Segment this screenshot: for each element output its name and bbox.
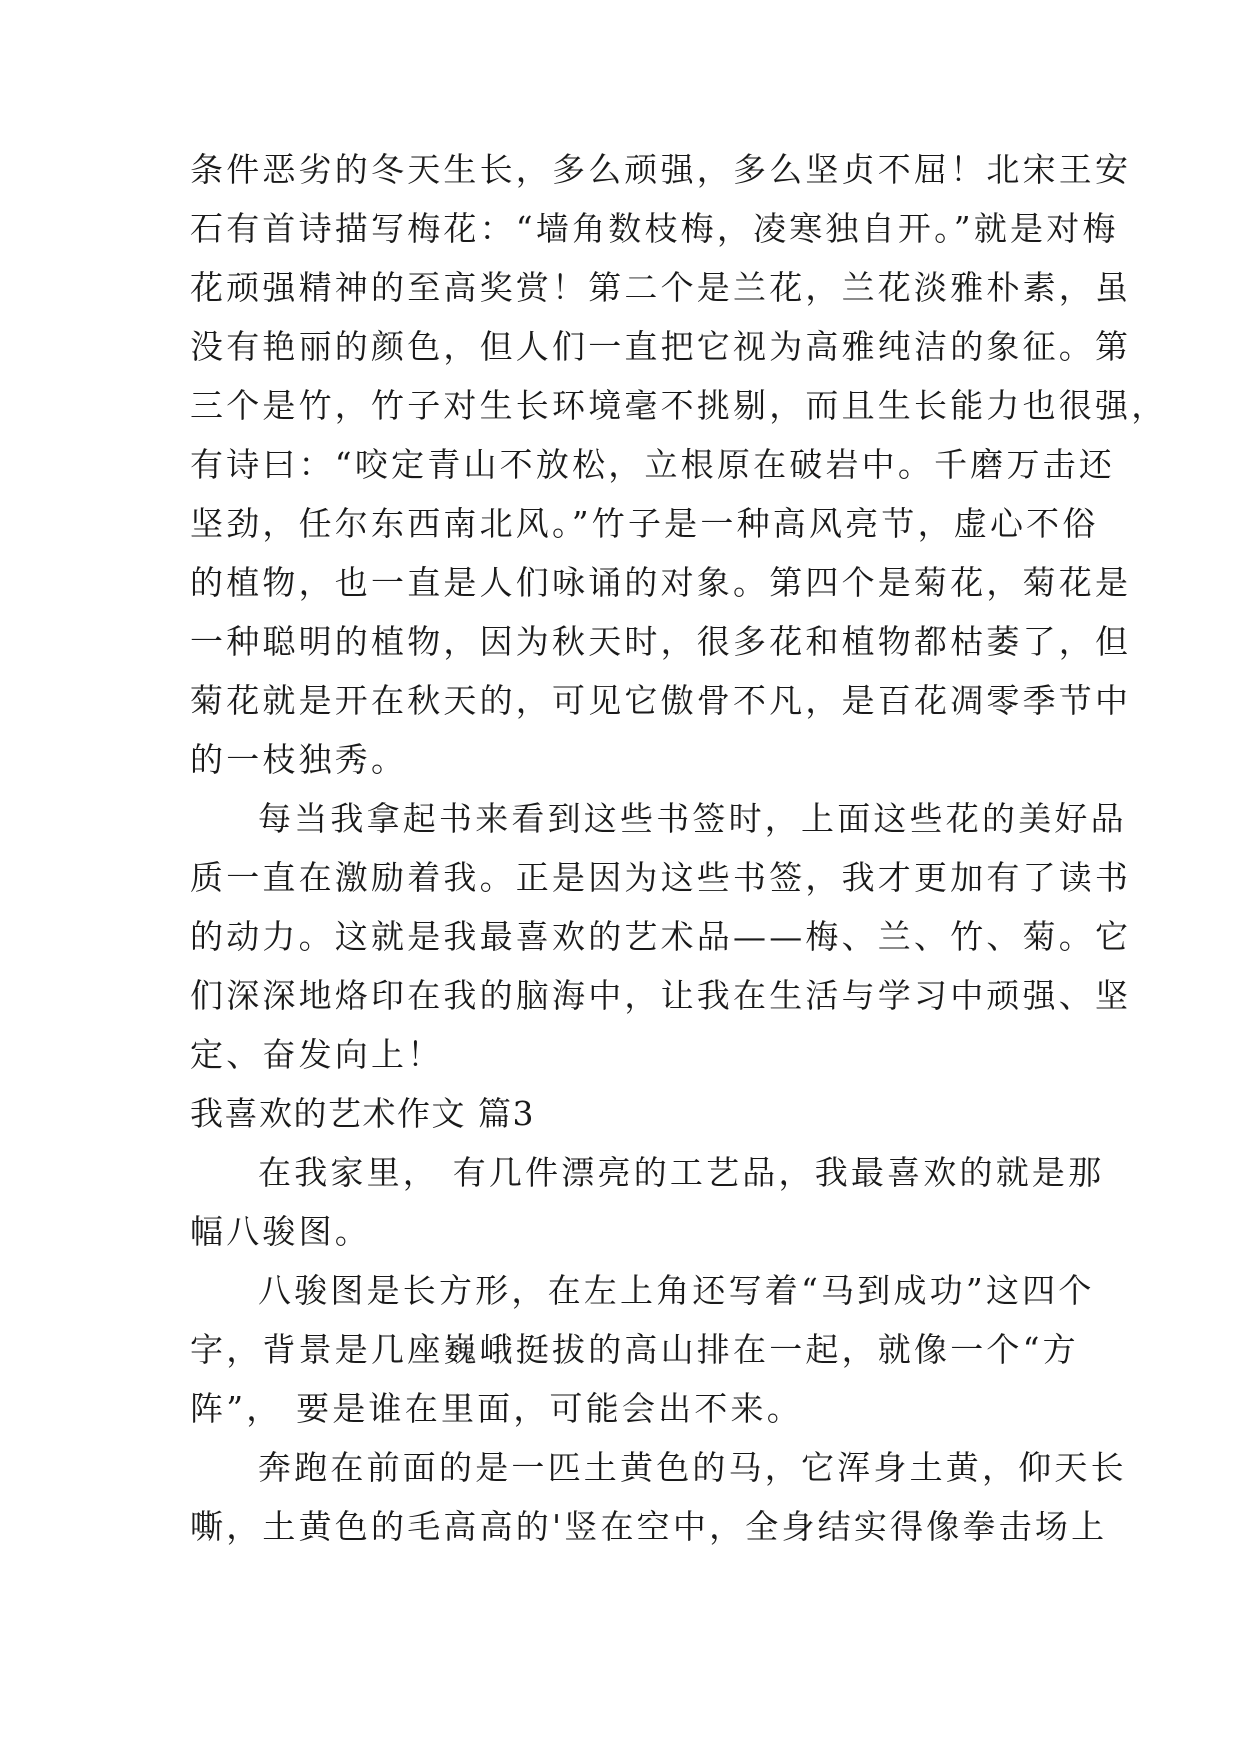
text-line: 质一直在激励着我。正是因为这些书签，我才更加有了读书	[190, 858, 1132, 897]
text-line: 的植物，也一直是人们咏诵的对象。第四个是菊花，菊花是	[190, 563, 1132, 602]
paragraph-start-line: 在我家里， 有几件漂亮的工艺品，我最喜欢的就是那	[258, 1153, 1105, 1192]
text-line: 阵”， 要是谁在里面，可能会出不来。	[190, 1389, 803, 1428]
paragraph-start-line: 奔跑在前面的是一匹土黄色的马，它浑身土黄，仰天长	[258, 1448, 1127, 1487]
text-line: 坚劲，任尔东西南北风。”竹子是一种高风亮节，虚心不俗	[190, 504, 1099, 543]
text-line: 字，背景是几座巍峨挺拔的高山排在一起，就像一个“方	[190, 1330, 1079, 1369]
text-line: 没有艳丽的颜色，但人们一直把它视为高雅纯洁的象征。第	[190, 327, 1132, 366]
paragraph-start-line: 每当我拿起书来看到这些书签时，上面这些花的美好品	[258, 799, 1127, 838]
text-line: 三个是竹，竹子对生长环境毫不挑剔，而且生长能力也很强，	[190, 386, 1168, 425]
text-line: 的一枝独秀。	[190, 740, 408, 779]
text-line: 花顽强精神的至高奖赏！第二个是兰花，兰花淡雅朴素，虽	[190, 268, 1132, 307]
paragraph-start-line: 八骏图是长方形，在左上角还写着“马到成功”这四个	[258, 1271, 1095, 1310]
text-line: 的动力。这就是我最喜欢的艺术品——梅、兰、竹、菊。它	[190, 917, 1132, 956]
text-line: 一种聪明的植物，因为秋天时，很多花和植物都枯萎了，但	[190, 622, 1132, 661]
text-line: 石有首诗描写梅花：“墙角数枝梅，凌寒独自开。”就是对梅	[190, 209, 1119, 248]
text-line: 们深深地烙印在我的脑海中，让我在生活与学习中顽强、坚	[190, 976, 1132, 1015]
text-line: 条件恶劣的冬天生长，多么顽强，多么坚贞不屈！北宋王安	[190, 150, 1132, 189]
text-line: 幅八骏图。	[190, 1212, 371, 1251]
section-heading: 我喜欢的艺术作文 篇3	[190, 1094, 535, 1133]
text-line: 嘶，土黄色的毛高高的'竖在空中，全身结实得像拳击场上	[190, 1507, 1108, 1546]
text-line: 定、奋发向上！	[190, 1035, 444, 1074]
text-line: 有诗曰：“咬定青山不放松，立根原在破岩中。千磨万击还	[190, 445, 1116, 484]
text-line: 菊花就是开在秋天的，可见它傲骨不凡，是百花凋零季节中	[190, 681, 1132, 720]
